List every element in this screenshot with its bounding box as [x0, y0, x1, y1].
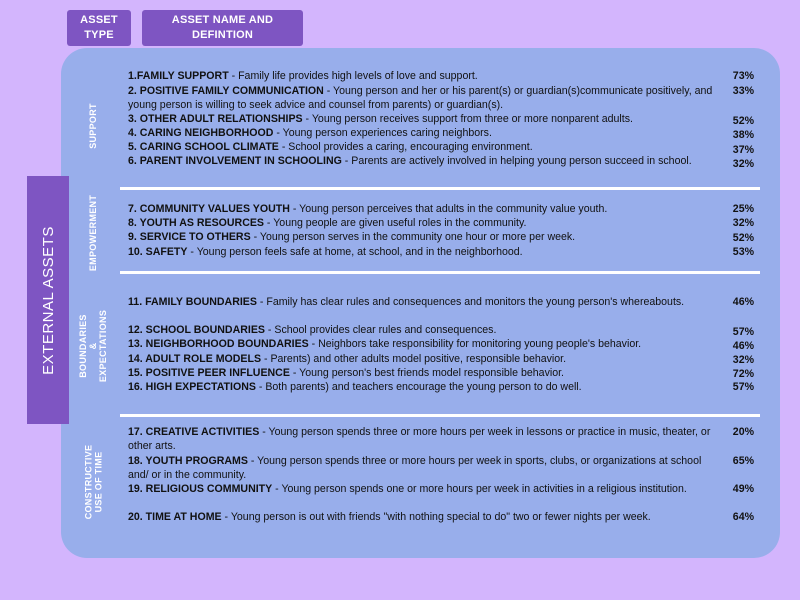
- asset-item: 8. YOUTH AS RESOURCES - Young people are given useful roles in the community.: [128, 217, 527, 229]
- asset-percent: 52%: [732, 115, 754, 127]
- asset-item: 13. NEIGHBORHOOD BOUNDARIES - Neighbors take responsibility for monitoring young people's behavior.: [128, 338, 642, 350]
- asset-item: 10. SAFETY - Young person feels safe at home, at school, and in the neighborhood.: [128, 246, 523, 258]
- asset-item: 5. CARING SCHOOL CLIMATE - School provides a caring, encouraging environment.: [128, 141, 533, 153]
- asset-percent: 37%: [732, 144, 754, 156]
- asset-item: 20. TIME AT HOME - Young person is out with friends "with nothing special to do" two or fewer nights per week.: [128, 511, 651, 523]
- asset-item: 4. CARING NEIGHBORHOOD - Young person experiences caring neighbors.: [128, 127, 492, 139]
- asset-name-header-label: ASSET NAME AND DEFINTION: [171, 14, 274, 41]
- asset-type-header: [67, 10, 131, 46]
- asset-percent: 32%: [732, 354, 754, 366]
- asset-percent: 46%: [732, 340, 754, 352]
- asset-item: 6. PARENT INVOLVEMENT IN SCHOOLING - Parents are actively involved in helping young person succeed in school.: [128, 155, 692, 167]
- asset-percent: 46%: [732, 296, 754, 308]
- external-assets-band: [27, 176, 69, 424]
- asset-name-header: [142, 10, 303, 46]
- asset-item: 14. ADULT ROLE MODELS - Parents) and other adults model positive, responsible behavior.: [128, 353, 567, 365]
- asset-percent: 72%: [732, 368, 754, 380]
- asset-item: 15. POSITIVE PEER INFLUENCE - Young person's best friends model responsible behavior.: [128, 367, 564, 379]
- asset-item: 9. SERVICE TO OTHERS - Young person serves in the community one hour or more per week.: [128, 231, 576, 243]
- asset-percent: 25%: [732, 203, 754, 215]
- asset-item: 3. OTHER ADULT RELATIONSHIPS - Young person receives support from three or more nonparent adults.: [128, 113, 633, 125]
- asset-percent: 57%: [732, 381, 754, 393]
- asset-item: 11. FAMILY BOUNDARIES - Family has clear rules and consequences and monitors the young person's whereabouts.: [128, 296, 685, 308]
- asset-item: 2. POSITIVE FAMILY COMMUNICATION - Young person and her or his parent(s) or guardian(s)communicate positively, and young person is willing to seek advice and counsel from parents) or guardian(s).: [128, 85, 713, 112]
- asset-percent: 57%: [732, 326, 754, 338]
- asset-item: 7. COMMUNITY VALUES YOUTH - Young person perceives that adults in the community value youth.: [128, 203, 608, 215]
- asset-percent: 32%: [732, 217, 754, 229]
- asset-percent: 64%: [732, 511, 754, 523]
- asset-percent: 20%: [732, 426, 754, 438]
- asset-item: 12. SCHOOL BOUNDARIES - School provides clear rules and consequences.: [128, 324, 497, 336]
- section-divider: [120, 271, 760, 274]
- asset-item: 17. CREATIVE ACTIVITIES - Young person spends three or more hours per week in lessons or practice in music, theater, or other arts.: [128, 426, 711, 453]
- section-label-support: SUPPORT: [88, 103, 99, 149]
- asset-percent: 32%: [732, 158, 754, 170]
- section-label-boundaries: BOUNDARIES & EXPECTATIONS: [78, 309, 108, 383]
- section-label-constructive-time: CONSTRUCTIVE USE OF TIME: [83, 444, 104, 520]
- asset-percent: 38%: [732, 129, 754, 141]
- asset-percent: 53%: [732, 246, 754, 258]
- asset-item: 1.FAMILY SUPPORT - Family life provides high levels of love and support.: [128, 70, 478, 82]
- external-assets-label: EXTERNAL ASSETS: [39, 225, 57, 375]
- asset-item: 19. RELIGIOUS COMMUNITY - Young person spends one or more hours per week in activities in a religious institution.: [128, 483, 687, 495]
- asset-percent: 49%: [732, 483, 754, 495]
- section-divider: [120, 414, 760, 417]
- asset-item: 18. YOUTH PROGRAMS - Young person spends three or more hours per week in sports, clubs, or organizations at school and/ or in the community.: [128, 455, 702, 482]
- section-divider: [120, 187, 760, 190]
- asset-percent: 52%: [732, 232, 754, 244]
- asset-item: 16. HIGH EXPECTATIONS - Both parents) and teachers encourage the young person to do well.: [128, 381, 582, 393]
- section-label-empowerment: EMPOWERMENT: [88, 194, 98, 272]
- asset-percent: 73%: [732, 70, 754, 82]
- asset-type-header-label: ASSET TYPE: [80, 14, 118, 41]
- asset-percent: 33%: [732, 85, 754, 97]
- asset-percent: 65%: [732, 455, 754, 467]
